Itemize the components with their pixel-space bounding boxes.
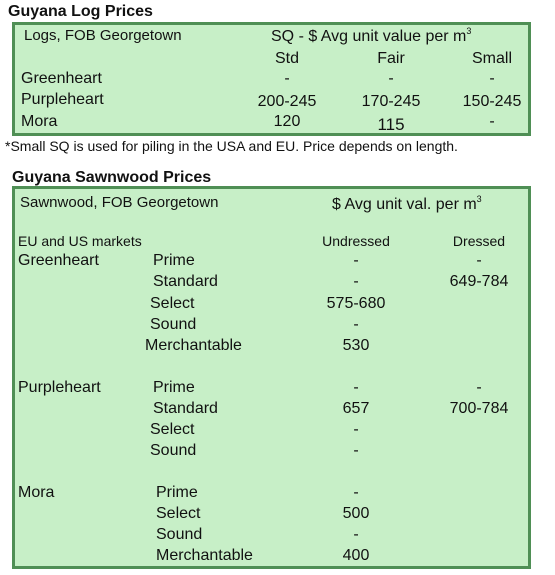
grade-label: Sound bbox=[150, 442, 197, 459]
sawn-header-left: Sawnwood, FOB Georgetown bbox=[20, 194, 219, 211]
log-col-small: Small bbox=[471, 50, 513, 67]
log-prices-table bbox=[12, 22, 531, 136]
dressed-value: 700-784 bbox=[449, 400, 509, 417]
grade-label: Prime bbox=[153, 252, 195, 269]
species-label: Purpleheart bbox=[18, 379, 101, 396]
log-row-name: Greenheart bbox=[21, 70, 102, 87]
undressed-value: - bbox=[353, 442, 359, 459]
grade-label: Standard bbox=[153, 273, 218, 290]
log-header-right-sup: 3 bbox=[466, 26, 472, 36]
sawnwood-prices-table bbox=[12, 186, 531, 569]
dressed-value: 649-784 bbox=[449, 273, 509, 290]
grade-label: Select bbox=[150, 421, 195, 438]
undressed-value: - bbox=[353, 252, 359, 269]
undressed-value: - bbox=[353, 421, 359, 438]
log-row-name: Mora bbox=[21, 113, 58, 130]
undressed-value: 575-680 bbox=[326, 295, 386, 312]
undressed-value: 500 bbox=[342, 505, 370, 522]
sawn-header-right-sup: 3 bbox=[476, 194, 482, 204]
log-col-fair: Fair bbox=[377, 50, 405, 67]
log-cell: 115 bbox=[377, 115, 405, 134]
log-prices-title: Guyana Log Prices bbox=[8, 3, 153, 20]
log-cell: - bbox=[489, 113, 495, 130]
sawnwood-prices-title: Guyana Sawnwood Prices bbox=[12, 169, 212, 186]
sawn-header-right bbox=[332, 194, 482, 214]
log-footnote: *Small SQ is used for piling in the USA and EU. Price depends on length. bbox=[5, 138, 458, 154]
log-cell: - bbox=[388, 70, 394, 87]
col-dressed: Dressed bbox=[452, 233, 506, 249]
log-col-std: Std bbox=[274, 50, 300, 67]
log-cell: 150-245 bbox=[462, 93, 522, 110]
log-header-right-text: SQ - $ Avg unit value per m bbox=[271, 28, 467, 45]
grade-label: Select bbox=[150, 295, 195, 312]
species-label: Greenheart bbox=[18, 252, 99, 269]
dressed-value: - bbox=[476, 379, 482, 396]
log-cell: - bbox=[284, 70, 290, 87]
log-cell: - bbox=[489, 70, 495, 87]
log-cell: 120 bbox=[273, 113, 301, 130]
undressed-value: - bbox=[353, 526, 359, 543]
undressed-value: - bbox=[353, 379, 359, 396]
grade-label: Prime bbox=[153, 379, 195, 396]
grade-label: Sound bbox=[150, 316, 197, 333]
log-header-left: Logs, FOB Georgetown bbox=[24, 27, 182, 44]
sawn-header-right-text: $ Avg unit val. per m bbox=[332, 196, 477, 213]
log-header-right bbox=[271, 26, 471, 46]
undressed-value: - bbox=[353, 484, 359, 501]
log-cell: 200-245 bbox=[257, 93, 317, 110]
dressed-value: - bbox=[476, 252, 482, 269]
grade-label: Standard bbox=[153, 400, 218, 417]
undressed-value: 657 bbox=[342, 400, 370, 417]
undressed-value: - bbox=[353, 316, 359, 333]
markets-label: EU and US markets bbox=[18, 233, 142, 249]
species-label: Mora bbox=[18, 484, 55, 501]
grade-label: Select bbox=[156, 505, 201, 522]
undressed-value: 530 bbox=[342, 337, 370, 354]
undressed-value: 400 bbox=[342, 547, 370, 564]
grade-label: Merchantable bbox=[156, 547, 253, 564]
grade-label: Merchantable bbox=[145, 337, 242, 354]
log-cell: 170-245 bbox=[361, 93, 421, 110]
log-row-name: Purpleheart bbox=[21, 91, 104, 108]
grade-label: Prime bbox=[156, 484, 198, 501]
grade-label: Sound bbox=[156, 526, 203, 543]
undressed-value: - bbox=[353, 273, 359, 290]
col-undressed: Undressed bbox=[322, 233, 390, 249]
